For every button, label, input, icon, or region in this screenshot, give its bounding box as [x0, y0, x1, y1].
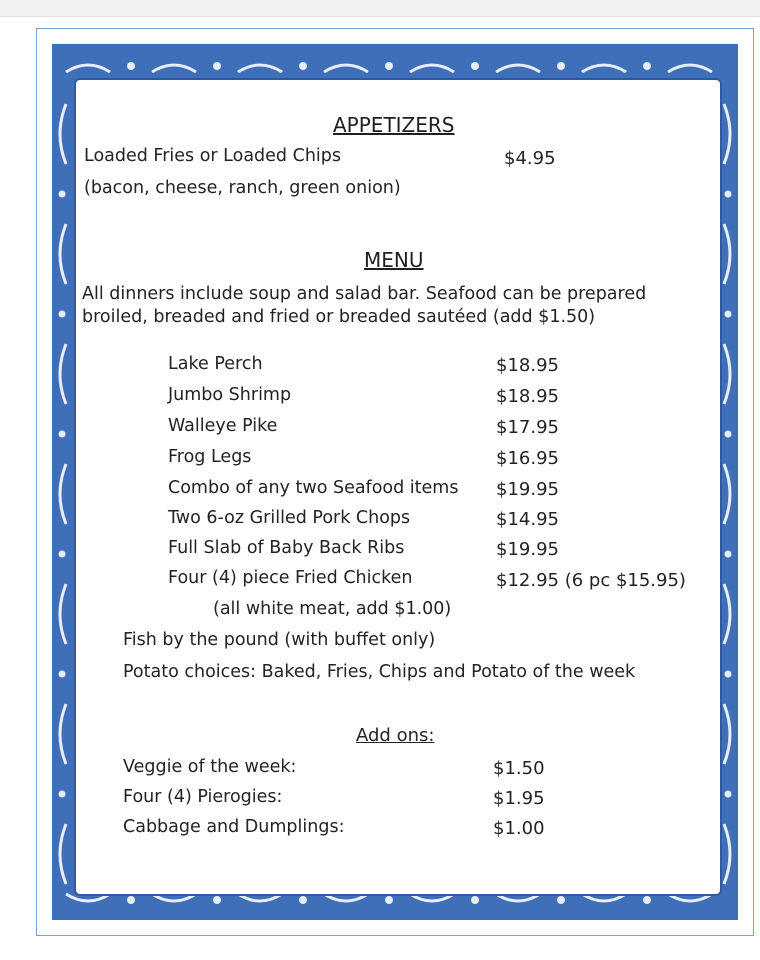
menu-item-name: Walleye Pike	[168, 416, 278, 436]
appetizers-heading: APPETIZERS	[333, 113, 455, 137]
menu-item-price: $14.95	[496, 509, 559, 530]
menu-item-price: $16.95	[496, 448, 559, 469]
menu-item-price: $17.95	[496, 417, 559, 438]
appetizer-item-name: Loaded Fries or Loaded Chips	[84, 146, 341, 166]
menu-item-name: Full Slab of Baby Back Ribs	[168, 538, 405, 558]
menu-intro-line-1: All dinners include soup and salad bar. Seafood can be prepared	[82, 284, 647, 304]
menu-item-price: $18.95	[496, 355, 559, 376]
menu-intro-line-2: broiled, breaded and fried or breaded sautéed (add $1.50)	[82, 307, 596, 327]
menu-item-name: Lake Perch	[168, 354, 263, 374]
menu-heading: MENU	[364, 248, 424, 272]
menu-item-name: Combo of any two Seafood items	[168, 478, 459, 498]
menu-item-name: Frog Legs	[168, 447, 252, 467]
menu-item-price: $19.95	[496, 479, 559, 500]
addon-item-price: $1.95	[493, 788, 545, 809]
menu-item-price: $19.95	[496, 539, 559, 560]
menu-item-price: $12.95 (6 pc $15.95)	[496, 570, 686, 591]
menu-item-name: Jumbo Shrimp	[168, 385, 292, 405]
addon-item-name: Veggie of the week:	[123, 757, 297, 777]
addon-item-name: Cabbage and Dumplings:	[123, 817, 345, 837]
addon-item-price: $1.00	[493, 818, 545, 839]
menu-item-price: $18.95	[496, 386, 559, 407]
addon-item-name: Four (4) Pierogies:	[123, 787, 283, 807]
menu-item-name: Four (4) piece Fried Chicken	[168, 568, 413, 588]
fish-note: Fish by the pound (with buffet only)	[123, 630, 436, 650]
appetizer-item-description: (bacon, cheese, ranch, green onion)	[84, 178, 401, 198]
menu-item-name: Two 6-oz Grilled Pork Chops	[168, 508, 411, 528]
appetizer-item-price: $4.95	[504, 148, 556, 169]
potato-note: Potato choices: Baked, Fries, Chips and Potato of the week	[123, 662, 636, 682]
chicken-note: (all white meat, add $1.00)	[213, 599, 452, 619]
addons-heading: Add ons:	[356, 725, 435, 746]
browser-top-bar	[0, 0, 760, 17]
addon-item-price: $1.50	[493, 758, 545, 779]
